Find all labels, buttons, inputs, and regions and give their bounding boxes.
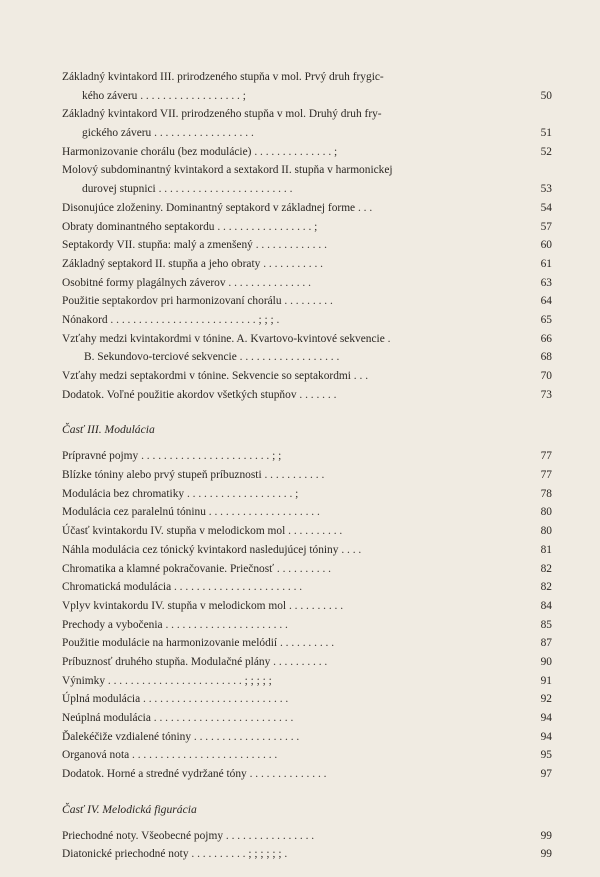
- toc-part-3-entries: [62, 447, 552, 783]
- toc-entry-title: Blízke tóniny alebo prvý stupeň príbuznosti: [62, 469, 262, 482]
- toc-entry-text: [62, 522, 502, 541]
- toc-entry-text: [62, 578, 502, 597]
- toc-page-number: 80: [540, 506, 552, 519]
- toc-entry-title: Chromatická modulácia: [62, 581, 172, 594]
- toc-entry: [62, 274, 552, 293]
- toc-entry: [62, 746, 552, 765]
- toc-entry-text: [62, 367, 502, 386]
- toc-page-number: 94: [540, 730, 552, 743]
- toc-page-number: 92: [540, 693, 552, 706]
- toc-entry-text: [62, 68, 507, 105]
- toc-page-number: 70: [540, 370, 552, 383]
- toc-entry: [62, 827, 552, 846]
- toc-entry-title: Organová nota: [62, 749, 130, 762]
- toc-entry: [62, 765, 552, 784]
- toc-entry-title: Základný kvintakord VII. prirodzeného stupňa v mol. Druhý druh fry-: [62, 108, 382, 121]
- dot-leader: .: [387, 332, 391, 345]
- toc-entry-text: [62, 218, 502, 237]
- toc-entry-text: [62, 672, 502, 691]
- dot-leader: . . . . . . . . . . . . . . . . . . ;: [140, 89, 246, 102]
- toc-page-number: 81: [540, 543, 552, 556]
- toc-page-number: 52: [540, 145, 552, 158]
- toc-entry-text: [62, 292, 502, 311]
- toc-entry-title: Obraty dominantného septakordu: [62, 220, 215, 233]
- toc-entry: [62, 386, 552, 405]
- toc-page-number: 66: [540, 332, 552, 345]
- toc-page-number: 94: [540, 712, 552, 725]
- toc-entry-text: [62, 330, 502, 349]
- table-of-contents: [62, 68, 552, 864]
- toc-entry-title: Základný septakord II. stupňa a jeho obraty: [62, 257, 261, 270]
- toc-page-number: 57: [540, 220, 552, 233]
- toc-entry-title: Prechody a vybočenia: [62, 618, 163, 631]
- dot-leader: . . . . . . . . . . . . . . . . . . . . . . . . ; ; ; ; ;: [107, 674, 272, 687]
- toc-entry-title: Disonujúce zloženiny. Dominantný septakord v základnej forme: [62, 201, 356, 214]
- toc-entry: [62, 218, 552, 237]
- toc-page-number: 99: [540, 848, 552, 861]
- toc-entry: [62, 68, 552, 105]
- toc-entry-text: [62, 503, 502, 522]
- toc-entry: [62, 634, 552, 653]
- toc-entry-text: [62, 447, 502, 466]
- toc-entry-title-continuation: gického záveru: [82, 127, 152, 140]
- toc-entry: [62, 503, 552, 522]
- toc-page-number: 95: [540, 749, 552, 762]
- toc-page-number: 82: [540, 581, 552, 594]
- toc-page-number: 65: [540, 313, 552, 326]
- toc-entry-text: [62, 827, 502, 846]
- toc-entry: [62, 578, 552, 597]
- toc-entry: [62, 236, 552, 255]
- toc-page-number: 53: [540, 183, 552, 196]
- dot-leader: . . . . . . . . . . . . . . . . . . . .: [208, 506, 320, 519]
- toc-entry: [62, 255, 552, 274]
- toc-page-number: 87: [540, 637, 552, 650]
- toc-entry-text: [84, 348, 502, 367]
- toc-entry-title: Príbuznosť druhého stupňa. Modulačné plány: [62, 655, 271, 668]
- toc-entry-title: Septakordy VII. stupňa: malý a zmenšený: [62, 239, 253, 252]
- toc-entry: [62, 690, 552, 709]
- toc-entry-text: [62, 386, 502, 405]
- toc-entry: [62, 597, 552, 616]
- toc-entry: [62, 616, 552, 635]
- dot-leader: . . . . . . . . .: [284, 295, 333, 308]
- toc-entry-title: Prípravné pojmy: [62, 450, 139, 463]
- toc-page-number: 82: [540, 562, 552, 575]
- toc-page-number: 78: [540, 487, 552, 500]
- toc-page-number: 61: [540, 257, 552, 270]
- toc-entry-title: Ďalekéčiže vzdialené tóniny: [62, 730, 192, 743]
- toc-entry-text: [62, 560, 502, 579]
- dot-leader: . . . . . . . . . . . . . .: [249, 768, 327, 781]
- dot-leader: . . . . . . . . . . . . . . . . . . . . . . . . .: [153, 712, 294, 725]
- toc-entry-title: Modulácia cez paralelnú tóninu: [62, 506, 206, 519]
- toc-page-number: 73: [540, 388, 552, 401]
- dot-leader: . . .: [353, 370, 369, 383]
- toc-entry-text: [62, 466, 502, 485]
- toc-entry-title: Nónakord: [62, 313, 108, 326]
- toc-entry-title: Neúplná modulácia: [62, 712, 151, 725]
- toc-entry: [62, 311, 552, 330]
- toc-entry-title: Náhla modulácia cez tónický kvintakord nasledujúcej tóniny: [62, 543, 339, 556]
- toc-entry-title-continuation: kého záveru: [82, 89, 138, 102]
- dot-leader: . . . . . . . . . . . . . . . . . .: [239, 351, 340, 364]
- dot-leader: . . . . . . . . . .: [273, 655, 328, 668]
- dot-leader: . . . . . . . . . . .: [263, 257, 323, 270]
- toc-page-number: 68: [540, 351, 552, 364]
- toc-entry-title: B. Sekundovo-terciové sekvencie: [84, 351, 237, 364]
- toc-entry-title: Molový subdominantný kvintakord a sextakord II. stupňa v harmonickej: [62, 164, 393, 177]
- toc-entry-text: [62, 143, 502, 162]
- dot-leader: . . . . . . . . . . . . . . . . . .: [154, 127, 254, 140]
- toc-page-number: 99: [540, 829, 552, 842]
- toc-entry: [62, 348, 552, 367]
- dot-leader: . . . . . . . . . . . . . . .: [228, 276, 311, 289]
- dot-leader: . . . . . . . . . .: [276, 562, 332, 575]
- toc-entry-title: Diatonické priechodné noty: [62, 848, 189, 861]
- toc-page-number: 54: [540, 201, 552, 214]
- toc-entry-title: Úplná modulácia: [62, 693, 141, 706]
- toc-entry-text: [62, 634, 502, 653]
- toc-page-number: 64: [540, 295, 552, 308]
- toc-entry-title-continuation: durovej stupnici: [82, 183, 156, 196]
- section-heading-part-3: Časť III. Modulácia: [62, 423, 155, 437]
- toc-entry-title: Vplyv kvintakordu IV. stupňa v melodickom mol: [62, 599, 287, 612]
- toc-entry: [62, 367, 552, 386]
- toc-page-number: 50: [540, 89, 552, 102]
- dot-leader: . . . . . . . . . . .: [264, 469, 325, 482]
- toc-entry: [62, 653, 552, 672]
- toc-entry: [62, 560, 552, 579]
- dot-leader: . . . . . . . . . .: [288, 599, 344, 612]
- toc-entry: [62, 541, 552, 560]
- dot-leader: . . . .: [341, 543, 362, 556]
- toc-entry-text: [62, 199, 502, 218]
- dot-leader: . . . . . . . . . .: [288, 525, 343, 538]
- toc-entry-title: Dodatok. Horné a stredné vydržané tóny: [62, 768, 247, 781]
- toc-entry: [62, 728, 552, 747]
- toc-entry-text: [62, 845, 502, 864]
- toc-entry: [62, 330, 552, 349]
- dot-leader: . . . . . . . . . .: [279, 637, 335, 650]
- toc-page-number: 97: [540, 768, 552, 781]
- toc-entry: [62, 709, 552, 728]
- dot-leader: . . . . . . . . . . . . . . . .: [225, 829, 315, 842]
- toc-entry-title: Vzťahy medzi septakordmi v tónine. Sekvencie so septakordmi: [62, 370, 351, 383]
- dot-leader: . . .: [357, 201, 373, 214]
- toc-entry-title: Chromatika a klamné pokračovanie. Priečnosť: [62, 562, 275, 575]
- toc-entry-text: [62, 236, 502, 255]
- toc-page-number: 80: [540, 525, 552, 538]
- toc-entry-title: Základný kvintakord III. prirodzeného stupňa v mol. Prvý druh frygic-: [62, 71, 384, 83]
- toc-entry: [62, 105, 552, 142]
- toc-entry: [62, 522, 552, 541]
- toc-entry-title: Priechodné noty. Všeobecné pojmy: [62, 829, 224, 842]
- toc-entry-text: [62, 161, 507, 198]
- toc-entry-text: [62, 653, 502, 672]
- toc-entry-title: Osobitné formy plagálnych záverov: [62, 276, 226, 289]
- toc-page-number: 60: [540, 239, 552, 252]
- toc-part-2-entries: [62, 68, 552, 404]
- toc-page-number: 51: [540, 127, 552, 140]
- dot-leader: . . . . . . .: [299, 388, 337, 401]
- toc-page-number: 77: [540, 469, 552, 482]
- toc-entry: [62, 199, 552, 218]
- toc-entry-title: Modulácia bez chromatiky: [62, 487, 185, 500]
- toc-entry: [62, 292, 552, 311]
- toc-page-number: 91: [540, 674, 552, 687]
- toc-entry: [62, 447, 552, 466]
- toc-entry-text: [62, 255, 502, 274]
- toc-page-number: 90: [540, 655, 552, 668]
- toc-entry-title: Vzťahy medzi kvintakordmi v tónine. A. Kvartovo-kvintové sekvencie: [62, 332, 385, 345]
- toc-entry: [62, 161, 552, 198]
- section-heading-part-4: Časť IV. Melodická figurácia: [62, 802, 197, 816]
- toc-entry-title: Použitie modulácie na harmonizovanie melódií: [62, 637, 278, 650]
- dot-leader: . . . . . . . . . . . . . . . . . ;: [217, 220, 318, 233]
- toc-entry-title: Účasť kvintakordu IV. stupňa v melodickom mol: [62, 525, 286, 538]
- toc-entry: [62, 466, 552, 485]
- dot-leader: . . . . . . . . . . . . .: [255, 239, 327, 252]
- toc-entry-text: [62, 746, 502, 765]
- toc-part-4-entries: [62, 827, 552, 864]
- toc-entry-title: Použitie septakordov pri harmonizovaní chorálu: [62, 295, 282, 308]
- toc-entry-text: [62, 765, 502, 784]
- dot-leader: . . . . . . . . . . . . . . ;: [254, 145, 338, 158]
- toc-entry: [62, 143, 552, 162]
- dot-leader: . . . . . . . . . . . . . . . . . . . . . . . .: [158, 183, 293, 196]
- dot-leader: . . . . . . . . . . . . . . . . . . . . . . . . . .: [143, 693, 289, 706]
- toc-entry: [62, 485, 552, 504]
- dot-leader: . . . . . . . . . . . . . . . . . . . . . . . ; ;: [141, 450, 282, 463]
- toc-entry-text: [62, 274, 502, 293]
- toc-entry-title: Výnimky: [62, 674, 106, 687]
- toc-entry-title: Dodatok. Voľné použitie akordov všetkých stupňov: [62, 388, 297, 401]
- toc-page-number: 77: [540, 450, 552, 463]
- toc-entry-text: [62, 485, 502, 504]
- toc-entry-text: [62, 616, 502, 635]
- toc-entry-text: [62, 690, 502, 709]
- dot-leader: . . . . . . . . . . . . . . . . . . . . . .: [165, 618, 288, 631]
- toc-entry-text: [62, 105, 507, 142]
- dot-leader: . . . . . . . . . . . . . . . . . . . . . . . . . .: [132, 749, 278, 762]
- dot-leader: . . . . . . . . . . . . . . . . . . . ;: [186, 487, 299, 500]
- toc-entry: [62, 672, 552, 691]
- toc-entry-title: Harmonizovanie chorálu (bez modulácie): [62, 145, 252, 158]
- toc-entry-text: [62, 597, 502, 616]
- dot-leader: . . . . . . . . . . . . . . . . . . . . . . . . . . ; ; ; .: [110, 313, 280, 326]
- toc-entry-text: [62, 311, 502, 330]
- toc-page-number: 85: [540, 618, 552, 631]
- toc-page-number: 63: [540, 276, 552, 289]
- toc-page-number: 84: [540, 599, 552, 612]
- toc-entry: [62, 845, 552, 864]
- toc-entry-text: [62, 541, 502, 560]
- dot-leader: . . . . . . . . . . ; ; ; ; ; ; .: [191, 848, 288, 861]
- toc-entry-text: [62, 709, 502, 728]
- dot-leader: . . . . . . . . . . . . . . . . . . . . . . .: [173, 581, 303, 594]
- dot-leader: . . . . . . . . . . . . . . . . . . .: [193, 730, 300, 743]
- toc-entry-text: [62, 728, 502, 747]
